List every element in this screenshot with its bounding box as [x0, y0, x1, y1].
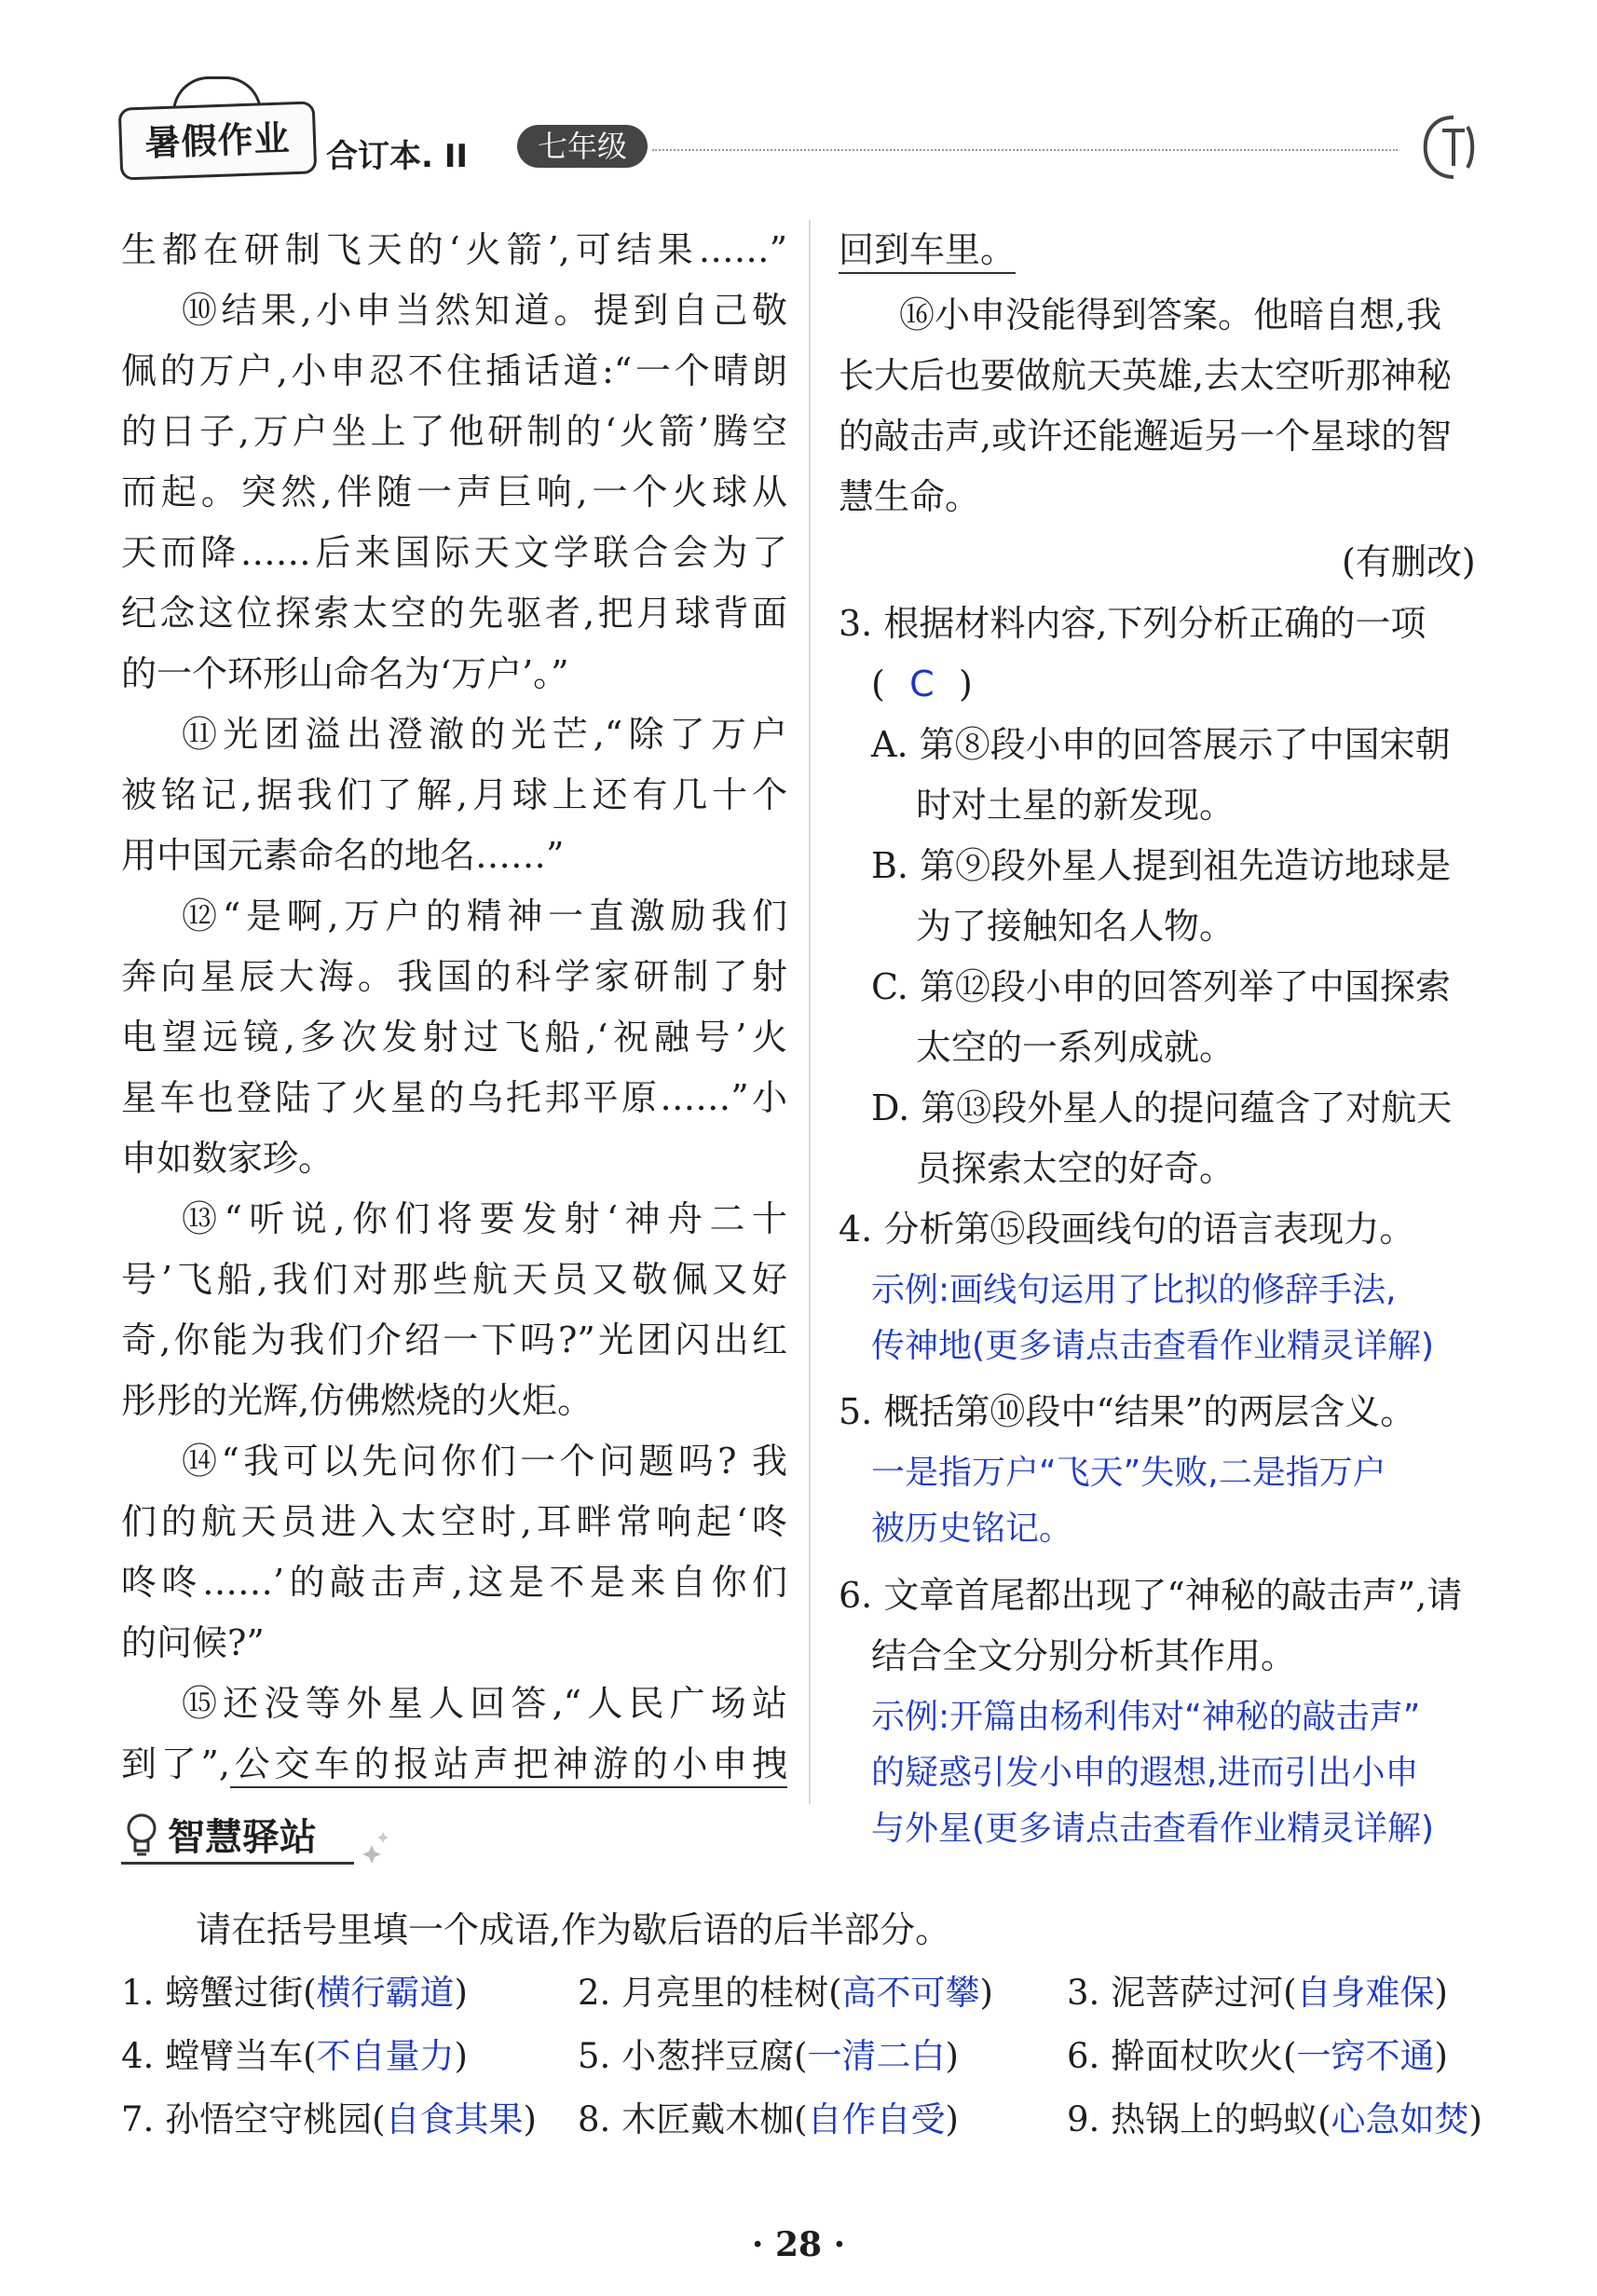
- left-text-line: 奔向星辰大海。我国的科学家研制了射: [121, 956, 787, 997]
- question-5-answer: 被历史铭记。: [871, 1510, 1073, 1548]
- option-a-cont: 时对土星的新发现。: [916, 785, 1235, 826]
- column-divider: [809, 220, 811, 1804]
- left-text-line: 用中国元素命名的地名……”: [121, 835, 565, 876]
- left-text-line: ⑮还没等外星人回答,“人民广场站: [182, 1683, 787, 1724]
- idiom-item: 1. 螃蟹过街(横行霸道): [121, 1973, 468, 2013]
- idiom-answer: 高不可攀: [841, 1973, 980, 2013]
- idiom-answer: 一清二白: [807, 2036, 946, 2076]
- header-divider: [652, 149, 1398, 151]
- question-6-answer: 的疑惑引发小申的遐想,进而引出小申: [871, 1754, 1419, 1792]
- paragraph-16-line: ⑯小申没能得到答案。他暗自想,我: [899, 294, 1442, 335]
- left-text-line: 到了”,公交车的报站声把神游的小申拽: [121, 1734, 787, 1795]
- idiom-answer: 横行霸道: [316, 1973, 455, 2013]
- paragraph-15-end: 回到车里。: [839, 229, 1016, 274]
- left-text-line: ⑪光团溢出澄澈的光芒,“除了万户: [182, 714, 787, 755]
- idiom-item: 9. 热锅上的蚂蚁(心急如焚): [1067, 2099, 1482, 2139]
- left-text-line: 纪念这位探索太空的先驱者,把月球背面: [121, 593, 787, 634]
- sparkle-icon: [359, 1832, 396, 1869]
- left-text-line: 星车也登陆了火星的乌托邦平原……”小: [121, 1077, 787, 1118]
- question-5-stem: 5. 概括第⑩段中“结果”的两层含义。: [839, 1391, 1416, 1432]
- idiom-item: 4. 螳臂当车(不自量力): [121, 2036, 468, 2076]
- question-4-answer: 示例:画线句运用了比拟的修辞手法,: [871, 1271, 1397, 1309]
- idiom-item: 3. 泥菩萨过河(自身难保): [1067, 1973, 1448, 2013]
- question-6-stem-cont: 结合全文分别分析其作用。: [871, 1635, 1297, 1676]
- underlined-sentence: 公交车的报站声把神游的小申拽: [230, 1743, 787, 1788]
- left-text-line: 的一个环形山命名为‘万户’。”: [121, 653, 569, 694]
- option-b-cont: 为了接触知名人物。: [916, 906, 1235, 947]
- question-4-answer: 传神地(更多请点击查看作业精灵详解): [871, 1327, 1435, 1365]
- page-number: · 28 ·: [751, 2225, 846, 2264]
- question-5-answer: 一是指万户“飞天”失败,二是指万户: [871, 1454, 1386, 1492]
- left-text-line: 们的航天员进入太空时,耳畔常响起‘咚: [121, 1501, 787, 1542]
- idiom-item: 7. 孙悟空守桃园(自食其果): [121, 2099, 537, 2139]
- option-d: D. 第⑬段外星人的提问蕴含了对航天: [871, 1087, 1453, 1128]
- left-text-line: 的日子,万户坐上了他研制的‘火箭’腾空: [121, 411, 787, 452]
- left-text-line: 申如数家珍。: [121, 1138, 334, 1179]
- option-d-cont: 员探索太空的好奇。: [916, 1148, 1235, 1189]
- left-text-line: 的问候?”: [121, 1622, 265, 1663]
- left-text-line: ⑭“我可以先问你们一个问题吗? 我: [182, 1441, 787, 1482]
- publisher-logo-icon: [1416, 110, 1491, 184]
- paragraph-16-line: 慧生命。: [839, 476, 981, 517]
- left-text-line: 奇,你能为我们介绍一下吗?”光团闪出红: [121, 1319, 787, 1360]
- left-text-line: 咚咚……’的敲击声,这是不是来自你们: [121, 1562, 787, 1603]
- option-c-cont: 太空的一系列成就。: [916, 1027, 1235, 1068]
- question-3-answer: C: [909, 663, 935, 704]
- left-text-line: 电望远镜,多次发射过飞船,‘祝融号’火: [121, 1017, 787, 1058]
- left-text-line: 天而降……后来国际天文学联合会为了: [121, 532, 787, 573]
- question-6-answer: 示例:开篇由杨利伟对“神秘的敲击声”: [871, 1698, 1421, 1736]
- question-4-stem: 4. 分析第⑮段画线句的语言表现力。: [839, 1209, 1415, 1250]
- header-title: 合订本. II: [326, 138, 469, 175]
- header-sign: 暑假作业: [118, 101, 318, 180]
- idiom-answer: 不自量力: [316, 2036, 455, 2076]
- idiom-item: 5. 小葱拌豆腐(一清二白): [578, 2036, 959, 2076]
- option-b: B. 第⑨段外星人提到祖先造访地球是: [871, 845, 1452, 886]
- left-text-line: 被铭记,据我们了解,月球上还有几十个: [121, 774, 787, 815]
- idiom-item: 8. 木匠戴木枷(自作自受): [578, 2099, 959, 2139]
- paragraph-16-line: 的敲击声,或许还能邂逅另一个星球的智: [839, 416, 1453, 457]
- left-text-line: 生都在研制飞天的‘火箭’,可结果……”: [121, 229, 787, 270]
- idiom-item: 2. 月亮里的桂树(高不可攀): [578, 1973, 993, 2013]
- left-text-line: ⑩结果,小申当然知道。提到自己敬: [182, 290, 787, 331]
- idiom-answer: 自食其果: [385, 2099, 524, 2139]
- question-6-stem: 6. 文章首尾都出现了“神秘的敲击声”,请: [839, 1575, 1463, 1616]
- left-text-line: 而起。突然,伴随一声巨响,一个火球从: [121, 472, 787, 512]
- paragraph-16-line: 长大后也要做航天英雄,去太空听那神秘: [839, 355, 1453, 396]
- question-3-answer-blank: ( C ): [871, 654, 973, 715]
- left-text-line: ⑬“听说,你们将要发射‘神舟二十: [182, 1198, 787, 1239]
- source-note: (有删改): [1342, 541, 1476, 582]
- section-title-underline: [121, 1862, 354, 1865]
- idiom-answer: 自身难保: [1296, 1973, 1435, 2013]
- section-title: 智慧驿站: [168, 1816, 317, 1859]
- question-6-answer: 与外星(更多请点击查看作业精灵详解): [871, 1810, 1435, 1848]
- idiom-answer: 心急如焚: [1331, 2099, 1469, 2139]
- left-text-line: 号’飞船,我们对那些航天员又敬佩又好: [121, 1259, 787, 1300]
- idiom-item: 6. 擀面杖吹火(一窍不通): [1067, 2036, 1448, 2076]
- question-3-stem: 3. 根据材料内容,下列分析正确的一项: [839, 603, 1426, 644]
- left-text-line: 佩的万户,小申忍不住插话道:“一个晴朗: [121, 350, 787, 391]
- lightbulb-icon: [121, 1811, 162, 1858]
- idiom-answer: 自作自受: [807, 2099, 946, 2139]
- section-instruction: 请在括号里填一个成语,作为歇后语的后半部分。: [196, 1909, 951, 1950]
- grade-badge: 七年级: [517, 125, 648, 168]
- option-a: A. 第⑧段小申的回答展示了中国宋朝: [871, 724, 1451, 765]
- left-text-line: 彤彤的光辉,仿佛燃烧的火炬。: [121, 1380, 594, 1421]
- left-text-line: ⑫“是啊,万户的精神一直激励我们: [182, 895, 787, 936]
- option-c: C. 第⑫段小申的回答列举了中国探索: [871, 966, 1451, 1007]
- idiom-answer: 一窍不通: [1296, 2036, 1435, 2076]
